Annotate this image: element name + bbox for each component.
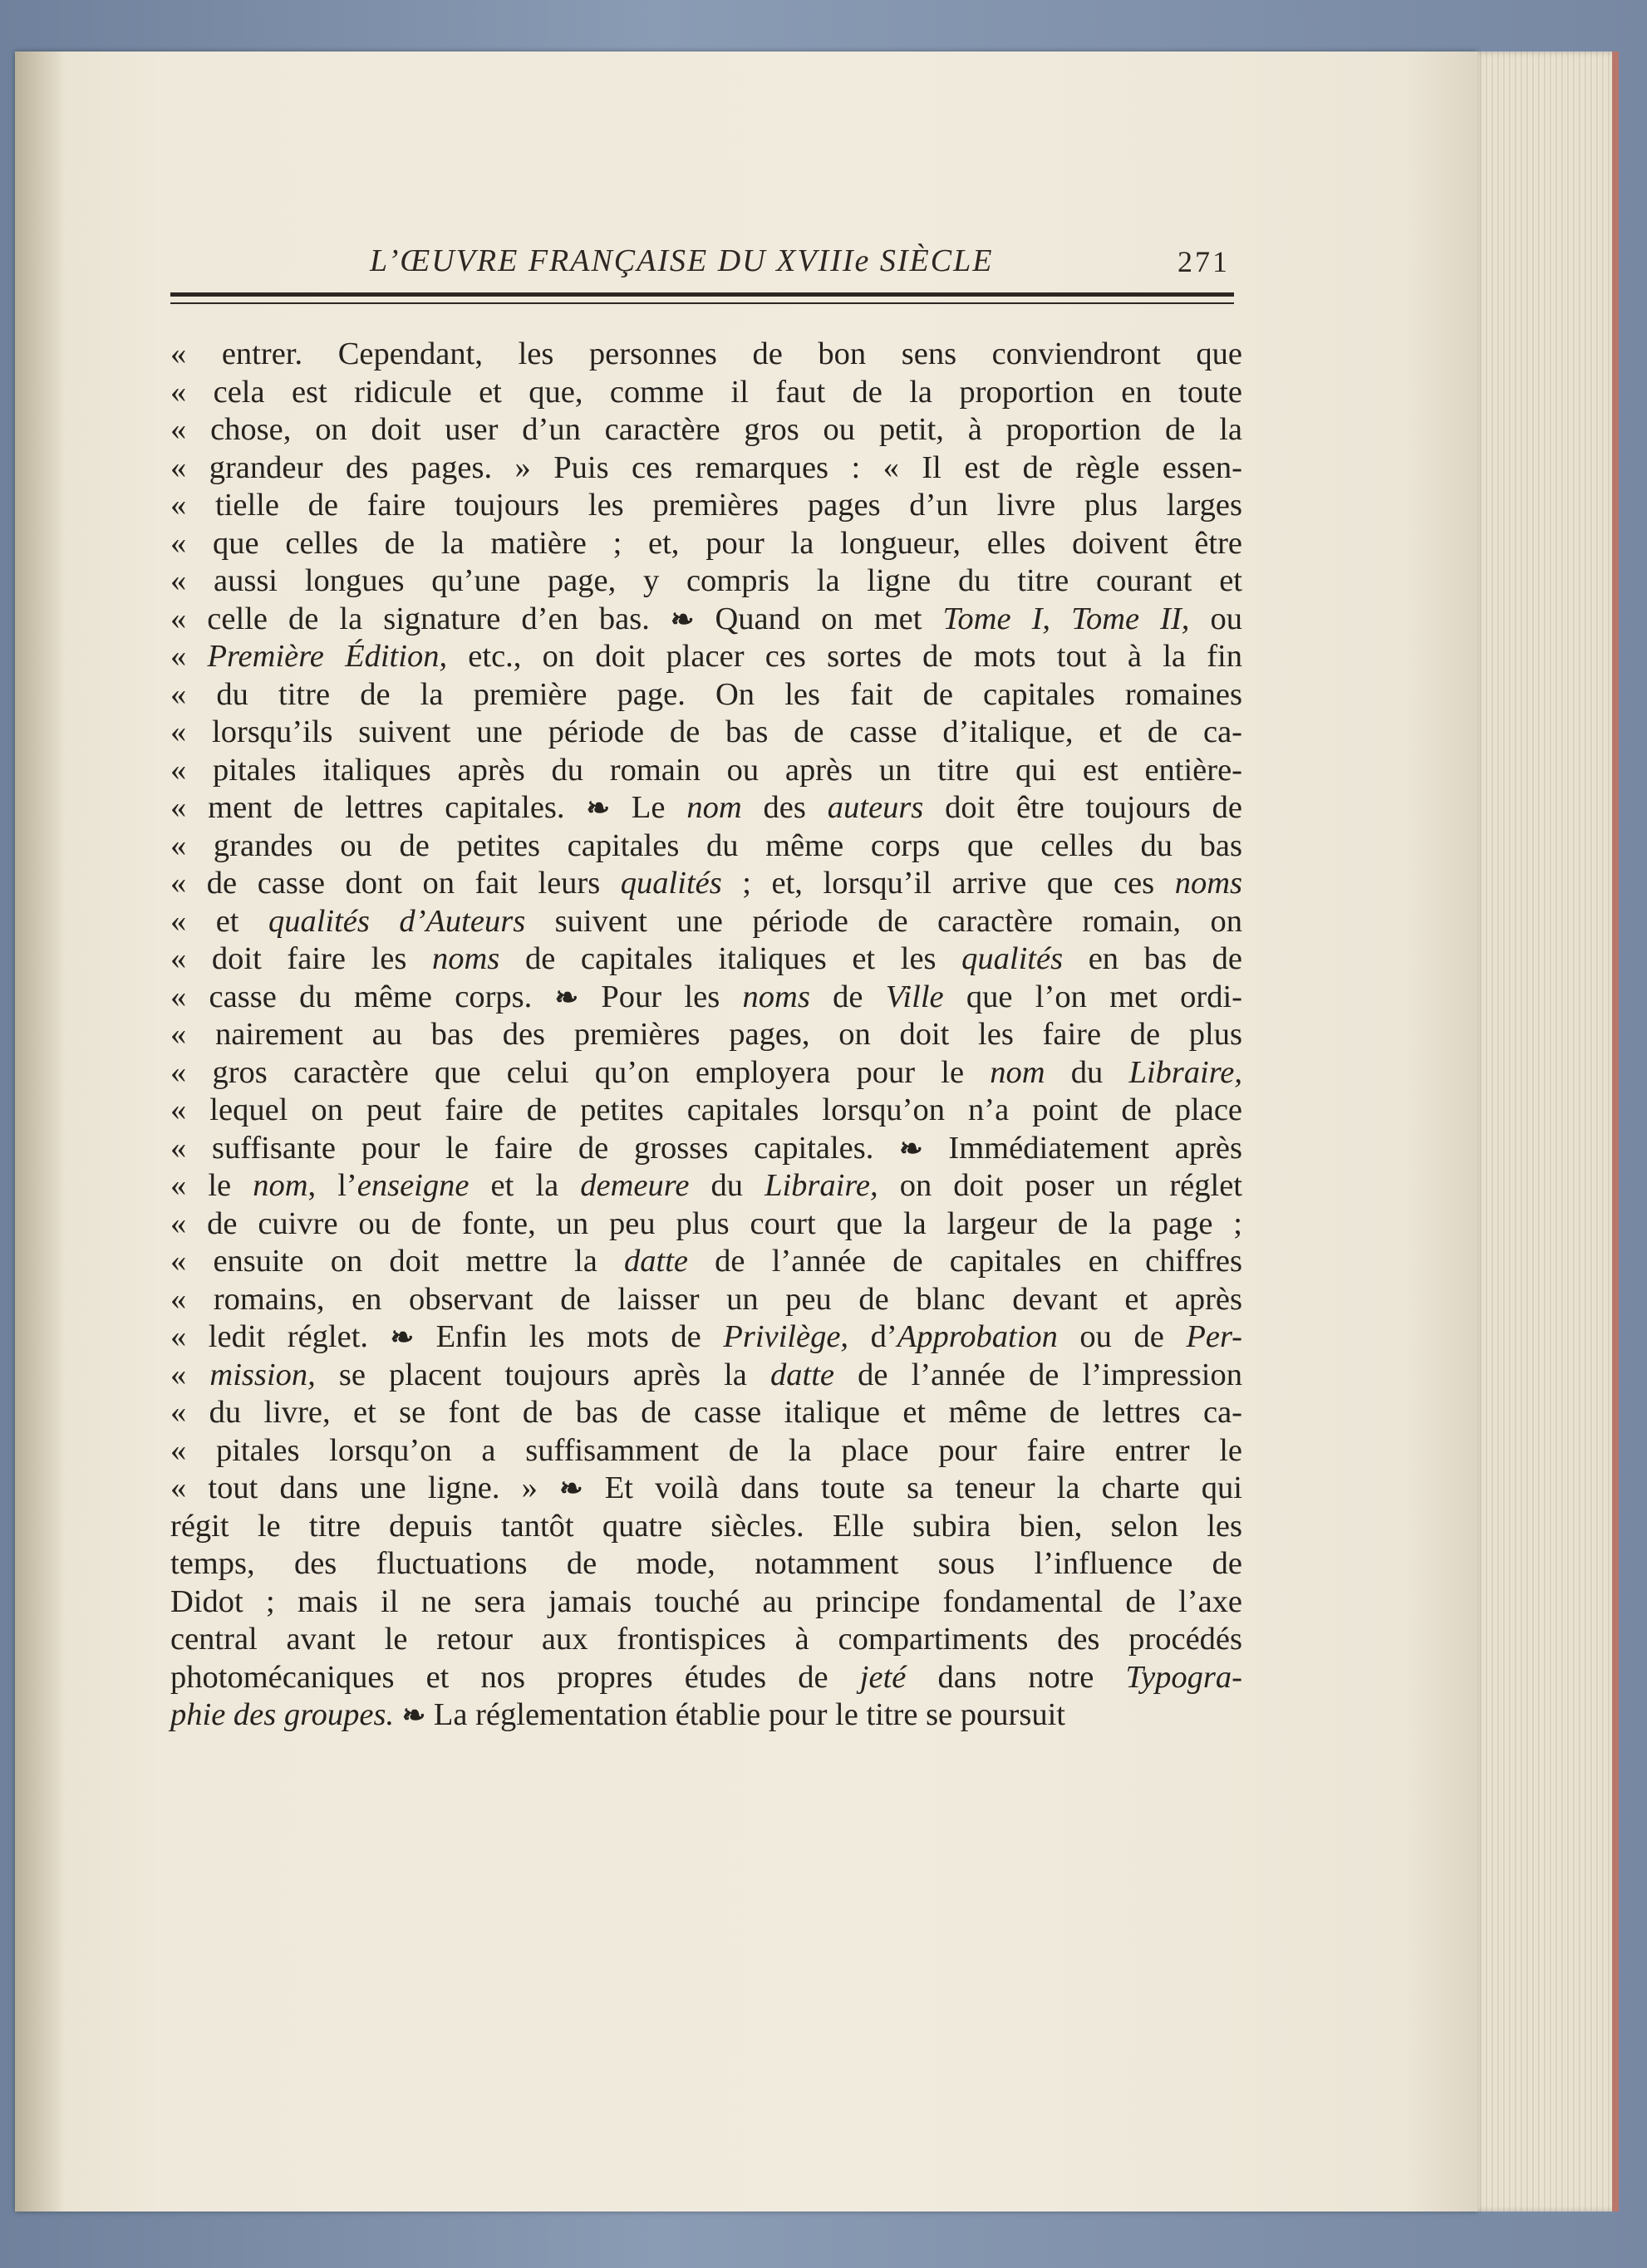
text-line: temps, des fluctuations de mode, notamment sous l’influence de [170, 1546, 1242, 1581]
running-header [166, 243, 1246, 284]
ornament-icon: ❧ [554, 980, 579, 1014]
italic-phrase: Libraire, [1128, 1054, 1242, 1090]
italic-phrase: auteurs [827, 790, 924, 825]
italic-phrase: datte [770, 1357, 834, 1392]
italic-phrase: enseigne [356, 1168, 470, 1203]
ornament-icon: ❧ [586, 792, 610, 825]
text-line: « gros caractère que celui qu’on employera pour le nom du Libraire, [170, 1054, 1242, 1090]
text-line: « nairement au bas des premières pages, on doit les faire de plus [170, 1017, 1242, 1052]
italic-phrase: nom [253, 1168, 308, 1203]
text-line: « aussi longues qu’une page, y compris la ligne du titre courant et [170, 563, 1242, 598]
italic-phrase: nom [990, 1054, 1045, 1090]
italic-phrase: Tome I, Tome II, [942, 601, 1190, 636]
italic-phrase: Libraire, [765, 1168, 878, 1203]
text-line: « lequel on peut faire de petites capitales lorsqu’on n’a point de place [170, 1092, 1242, 1127]
text-line: « tielle de faire toujours les premières pages d’un livre plus larges [170, 488, 1242, 523]
italic-phrase: qualités [961, 941, 1064, 976]
italic-phrase: noms [1174, 866, 1242, 901]
ornament-icon: ❧ [401, 1699, 426, 1732]
text-line: « le nom, l’enseigne et la demeure du Libraire, on doit poser un réglet [170, 1168, 1242, 1203]
text-line: « ledit réglet. ❧ Enfin les mots de Privilège, d’Approbation ou de Per- [170, 1319, 1242, 1354]
text-line: « cela est ridicule et que, comme il faut de la proportion en toute [170, 374, 1242, 410]
text-line: « suffisante pour le faire de grosses capitales. ❧ Immédiatement après [170, 1130, 1242, 1166]
running-title: L’ŒUVRE FRANÇAISE DU XVIIIe SIÈCLE [370, 243, 994, 278]
text-line: « entrer. Cependant, les personnes de bon sens conviendront que [170, 336, 1242, 371]
italic-phrase: Typogra- [1125, 1659, 1242, 1695]
italic-phrase: qualités [268, 903, 370, 939]
italic-phrase: nom [686, 790, 742, 825]
text-line: « de casse dont on fait leurs qualités ; et, lorsqu’il arrive que ces noms [170, 866, 1242, 901]
text-line: photomécaniques et nos propres études de jeté dans notre Typogra- [170, 1659, 1242, 1695]
italic-phrase: mission, [209, 1357, 316, 1392]
ornament-icon: ❧ [390, 1321, 415, 1354]
ornament-icon: ❧ [559, 1472, 583, 1505]
italic-phrase: Première Édition, [207, 639, 448, 674]
text-line: « grandeur des pages. » Puis ces remarques : « Il est de règle essen- [170, 449, 1242, 485]
italic-phrase: demeure [580, 1168, 690, 1203]
italic-phrase: jeté [859, 1659, 907, 1695]
text-line: « de cuivre ou de fonte, un peu plus court que la largeur de la page ; [170, 1205, 1242, 1241]
italic-phrase: qualités [620, 866, 722, 901]
text-line: « celle de la signature d’en bas. ❧ Quand on met Tome I, Tome II, ou [170, 601, 1242, 636]
text-line: phie des groupes. ❧ La réglementation établie pour le titre se poursuit [170, 1697, 1065, 1732]
text-line: « Première Édition, etc., on doit placer ces sortes de mots tout à la fin [170, 639, 1243, 674]
page-edge-stain [1612, 52, 1619, 2212]
text-line: « que celles de la matière ; et, pour la longueur, elles doivent être [170, 525, 1242, 561]
italic-phrase: noms [432, 941, 500, 976]
text-line: « tout dans une ligne. » ❧ Et voilà dans toute sa teneur la charte qui [170, 1470, 1242, 1505]
italic-phrase: Approbation [897, 1319, 1058, 1354]
ornament-icon: ❧ [899, 1132, 923, 1166]
text-line: « mission, se placent toujours après la datte de l’année de l’impression [170, 1357, 1242, 1392]
text-line: « pitales lorsqu’on a suffisamment de la place pour faire entrer le [170, 1432, 1242, 1468]
text-line: « grandes ou de petites capitales du même corps que celles du bas [170, 827, 1242, 863]
text-line: « lorsqu’ils suivent une période de bas de casse d’italique, et de ca- [170, 714, 1242, 749]
text-line: « romains, en observant de laisser un peu de blanc devant et après [170, 1281, 1242, 1317]
italic-phrase: noms [742, 979, 810, 1014]
italic-phrase: d’Auteurs [399, 903, 526, 939]
text-line: « et qualités d’Auteurs suivent une période de caractère romain, on [170, 903, 1242, 939]
ornament-icon: ❧ [670, 602, 695, 636]
header-rule-thick [170, 292, 1234, 297]
page-number: 271 [1177, 245, 1230, 278]
text-line: Didot ; mais il ne sera jamais touché au principe fondamental de l’axe [170, 1583, 1242, 1619]
text-line: « chose, on doit user d’un caractère gros ou petit, à proportion de la [170, 412, 1242, 447]
text-line: « du titre de la première page. On les fait de capitales romaines [170, 676, 1242, 712]
text-line: « ensuite on doit mettre la datte de l’année de capitales en chiffres [170, 1244, 1242, 1279]
italic-phrase: Ville [885, 979, 944, 1014]
text-line: « pitales italiques après du romain ou après un titre qui est entière- [170, 752, 1242, 788]
text-line: « du livre, et se font de bas de casse italique et même de lettres ca- [170, 1395, 1242, 1430]
text-line: central avant le retour aux frontispices à compartiments des procédés [170, 1622, 1242, 1657]
text-line: « doit faire les noms de capitales italiques et les qualités en bas de [170, 941, 1242, 976]
text-line: « casse du même corps. ❧ Pour les noms de Ville que l’on met ordi- [170, 979, 1242, 1014]
italic-phrase: phie des groupes. [170, 1697, 395, 1732]
italic-phrase: Per- [1186, 1319, 1242, 1354]
header-rule-thin [170, 302, 1234, 304]
page-edges [1477, 52, 1617, 2212]
italic-phrase: datte [624, 1244, 688, 1279]
text-line: régit le titre depuis tantôt quatre siècles. Elle subira bien, selon les [170, 1508, 1242, 1544]
page-gutter-shadow [15, 52, 65, 2212]
text-line: « ment de lettres capitales. ❧ Le nom des auteurs doit être toujours de [170, 790, 1242, 825]
italic-phrase: Privilège, [723, 1319, 849, 1354]
body-text [170, 336, 1242, 1735]
